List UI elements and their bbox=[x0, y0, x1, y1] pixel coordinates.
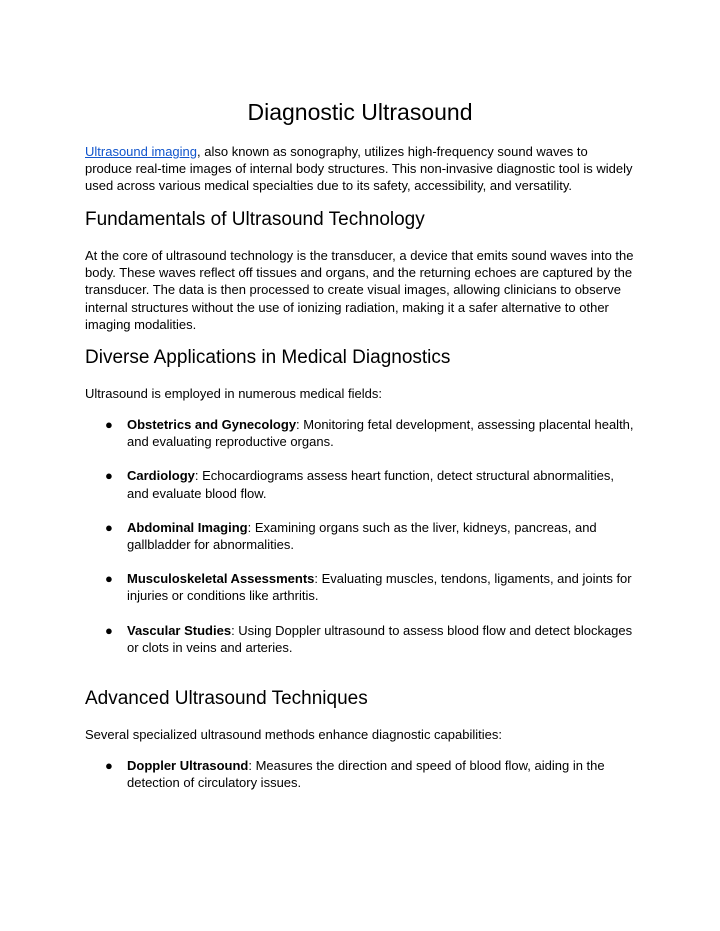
bullet-icon: ● bbox=[105, 758, 113, 773]
list-item bbox=[85, 519, 637, 553]
intro-paragraph bbox=[85, 143, 637, 195]
list-item-term: Obstetrics and Gynecology bbox=[127, 417, 297, 432]
list-item-term: Doppler Ultrasound bbox=[127, 758, 249, 773]
bullet-icon: ● bbox=[105, 468, 113, 484]
list-item-text: : Measures the direction and speed of blood flow, aiding in the detection of circulatory issues. bbox=[127, 758, 605, 791]
bullet-icon: ● bbox=[105, 417, 113, 432]
list-item-text: : Using Doppler ultrasound to assess blood flow and detect blockages or clots in veins and arteries. bbox=[127, 622, 633, 655]
page-title: Diagnostic Ultrasound bbox=[247, 99, 473, 125]
section-heading-applications: Diverse Applications in Medical Diagnostics bbox=[85, 347, 451, 368]
list-item-text: : Evaluating muscles, tendons, ligaments, and joints for injuries or conditions like arthritis. bbox=[127, 571, 632, 604]
list-item bbox=[85, 416, 637, 450]
list-item-text: : Monitoring fetal development, assessing placental health, and evaluating reproductive organs. bbox=[127, 417, 634, 450]
section-paragraph-applications: Ultrasound is employed in numerous medical fields: bbox=[85, 386, 382, 401]
bullet-icon: ● bbox=[105, 571, 113, 587]
list-item bbox=[85, 570, 637, 604]
list-item bbox=[85, 622, 637, 656]
list-item-term: Abdominal Imaging bbox=[127, 519, 248, 535]
list-item-text: : Examining organs such as the liver, kidneys, pancreas, and gallbladder for abnormalities. bbox=[127, 519, 597, 553]
list-item-term: Musculoskeletal Assessments bbox=[127, 571, 315, 587]
section-paragraph-fundamentals: At the core of ultrasound technology is the transducer, a device that emits sound waves into the body. These waves reflect off tissues and organs, and the returning echoes are captured by the transducer. The data is then processed to create visual images, allowing clinicians to observe internal structures without the use of ionizing radiation, making it a safer alternative to other imaging modalities. bbox=[85, 248, 634, 332]
section-heading-fundamentals: Fundamentals of Ultrasound Technology bbox=[85, 209, 425, 230]
section-paragraph-advanced: Several specialized ultrasound methods enhance diagnostic capabilities: bbox=[85, 727, 502, 742]
applications-list bbox=[85, 416, 637, 656]
bullet-icon: ● bbox=[105, 519, 113, 535]
list-item-term: Cardiology bbox=[127, 468, 195, 484]
list-item-text: : Echocardiograms assess heart function, detect structural abnormalities, and evaluate blood flow. bbox=[127, 468, 614, 501]
list-item bbox=[85, 757, 637, 791]
section-heading-advanced: Advanced Ultrasound Techniques bbox=[85, 688, 368, 709]
intro-text: , also known as sonography, utilizes high-frequency sound waves to produce real-time images of internal body structures. This non-invasive diagnostic tool is widely used across various medical specialties due to its safety, accessibility, and versatility. bbox=[85, 144, 633, 194]
list-item bbox=[85, 467, 637, 501]
bullet-icon: ● bbox=[105, 622, 113, 638]
list-item-term: Vascular Studies bbox=[127, 622, 232, 638]
ultrasound-imaging-link[interactable]: Ultrasound imaging bbox=[85, 144, 198, 159]
techniques-list bbox=[85, 757, 637, 791]
